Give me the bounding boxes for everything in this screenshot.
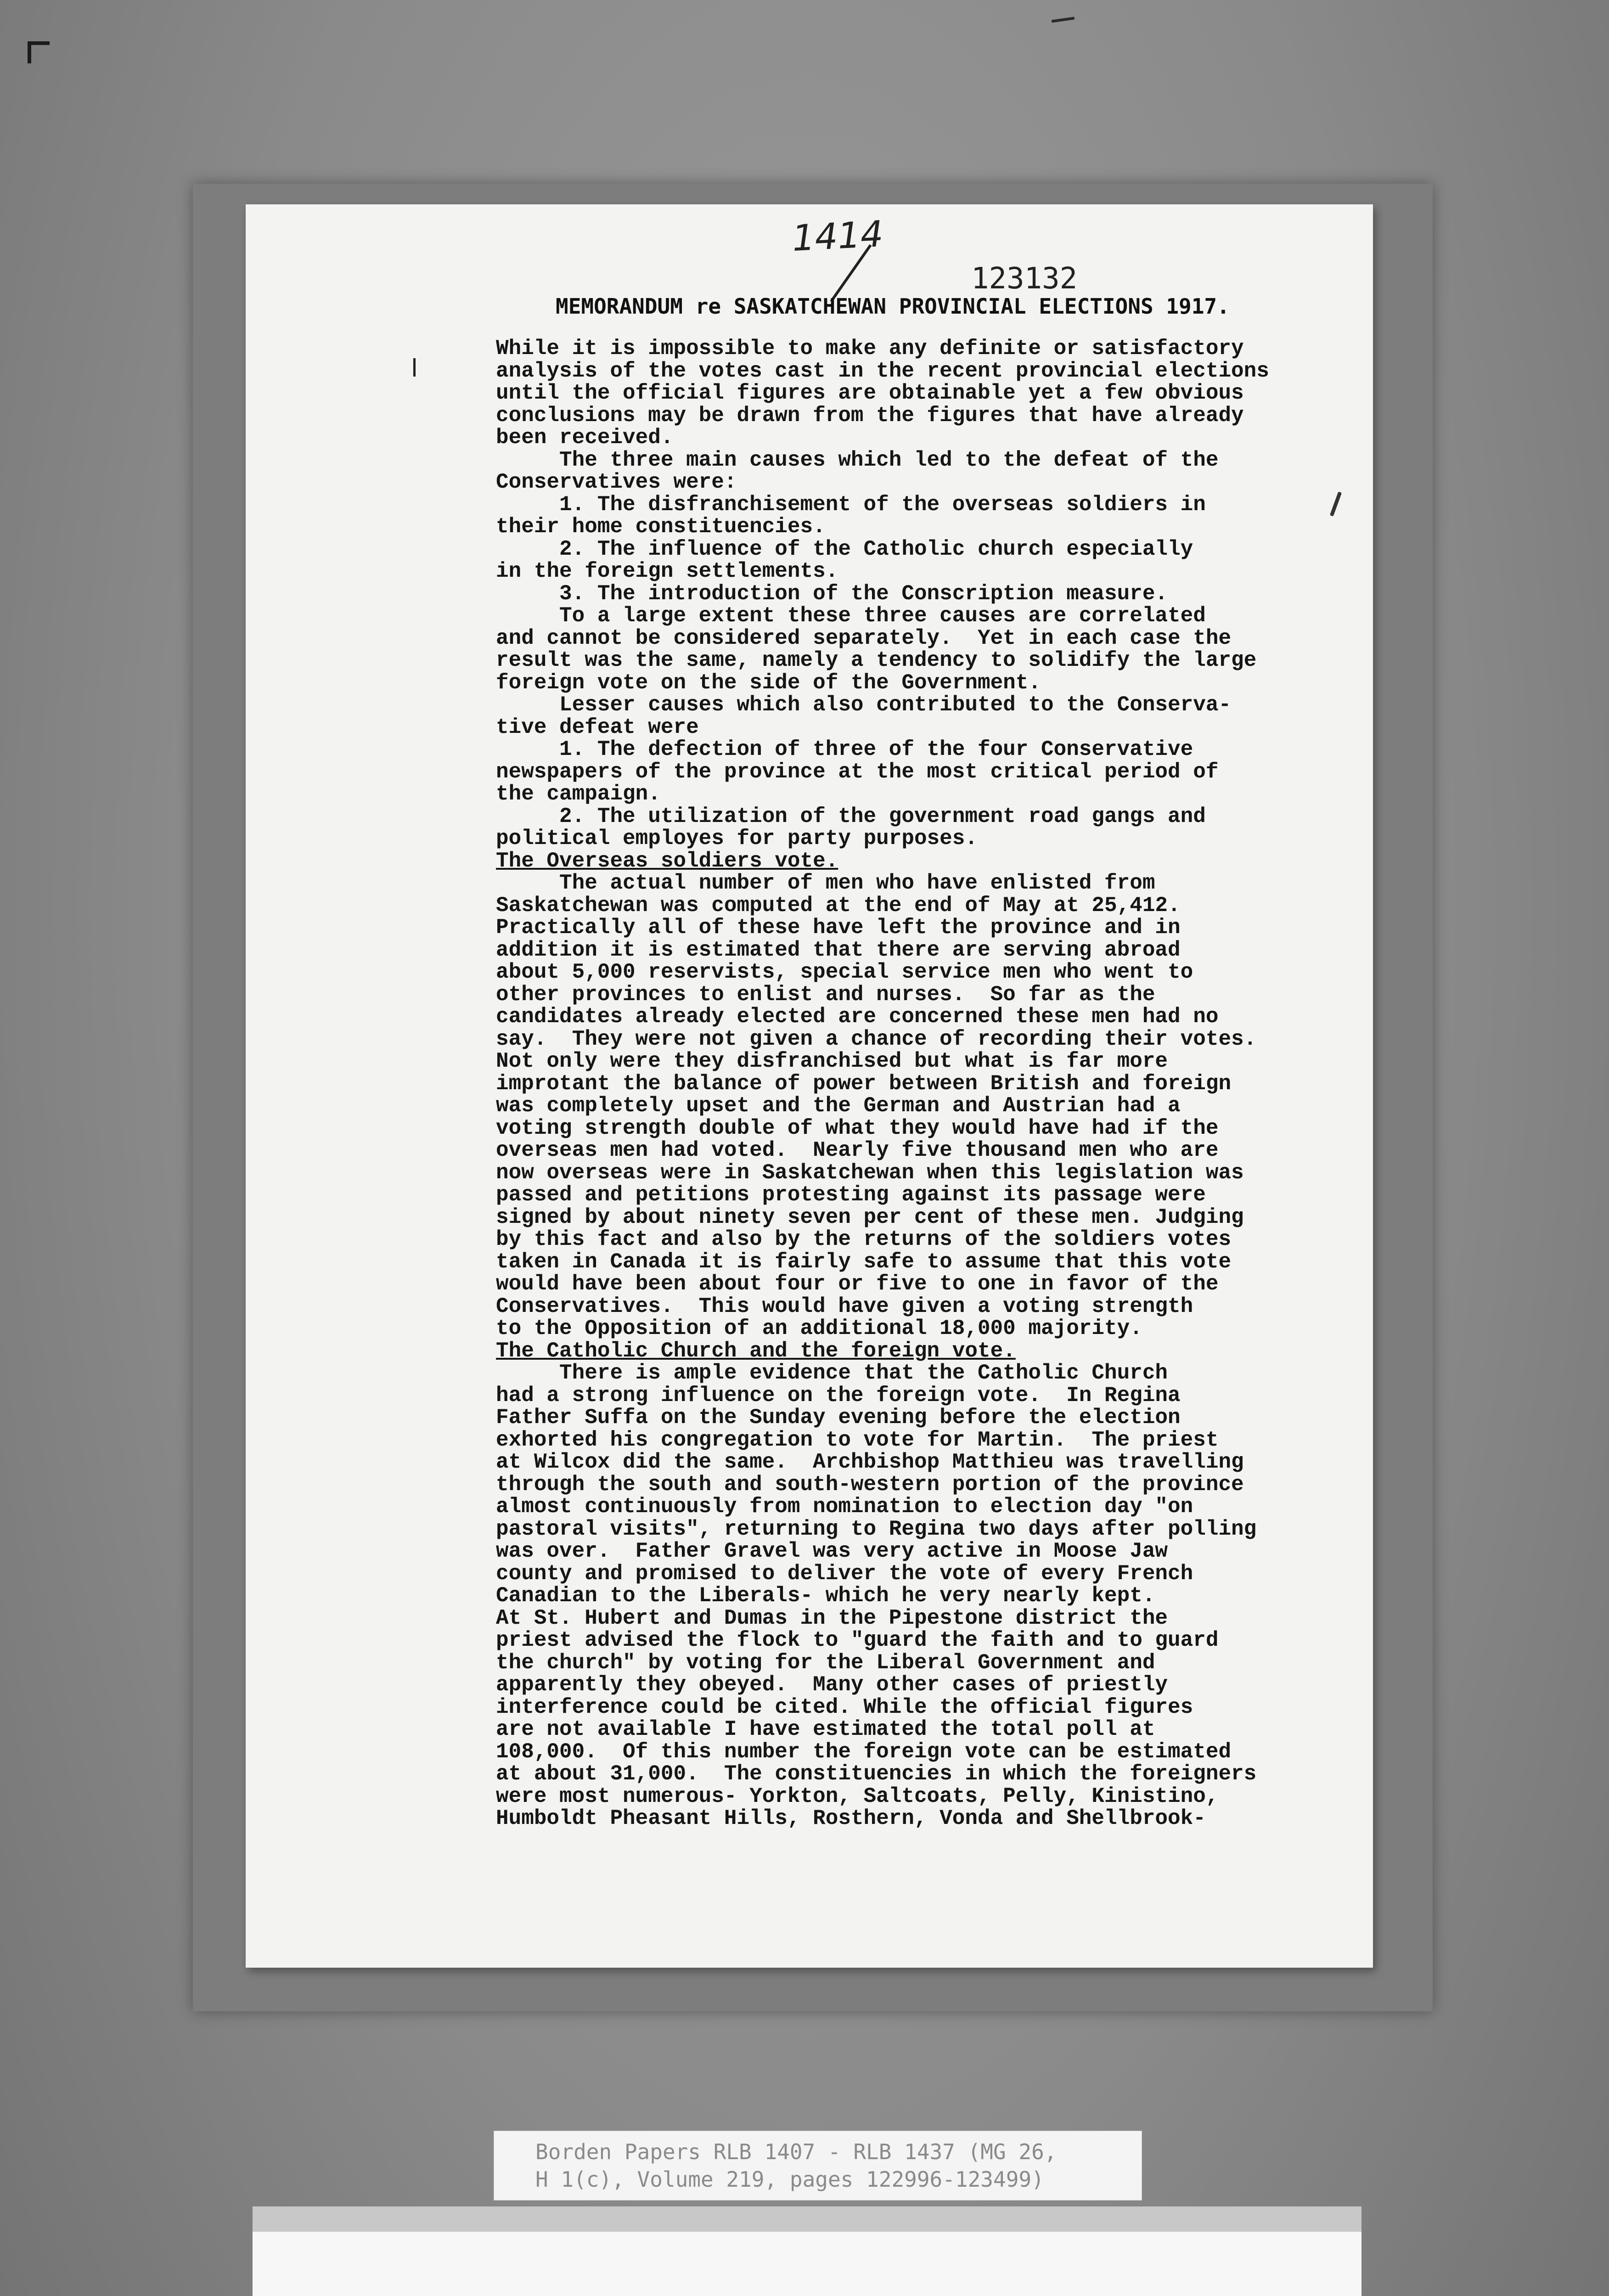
memorandum-line: At St. Hubert and Dumas in the Pipestone district the [496,1606,1168,1630]
memorandum-line: pastoral visits", returning to Regina two days after polling [496,1517,1257,1541]
memorandum-line: taken in Canada it is fairly safe to assume that this vote [496,1249,1232,1274]
section-heading: The Catholic Church and the foreign vote. [496,1339,1016,1363]
memorandum-line: been received. [496,426,674,450]
memorandum-line: Conservatives. This would have given a voting strength [496,1294,1193,1318]
memorandum-line: and cannot be considered separately. Yet in each case the [496,626,1232,650]
section-heading: The Overseas soldiers vote. [496,849,838,873]
memorandum-line: to the Opposition of an additional 18,000 majority. [496,1317,1142,1340]
memorandum-line: Humboldt Pheasant Hills, Rosthern, Vonda and Shellbrook- [496,1806,1206,1830]
memorandum-line: county and promised to deliver the vote of every French [496,1561,1193,1586]
memorandum-line: Father Suffa on the Sunday evening before the election [496,1406,1181,1429]
stamped-page-number: 123132 [971,262,1078,296]
memorandum-line: passed and petitions protesting against its passage were [496,1183,1206,1207]
memorandum-line: other provinces to enlist and nurses. So far as the [496,982,1155,1007]
memorandum-line: political employes for party purposes. [496,827,978,850]
memorandum-line: at about 31,000. The constituencies in which the foreigners [496,1762,1257,1786]
memorandum-line: Canadian to the Liberals- which he very nearly kept. [496,1584,1155,1608]
memorandum-line: To a large extent these three causes are correlated [496,604,1206,628]
memorandum-line: are not available I have estimated the total poll at [496,1717,1155,1741]
memorandum-line: newspapers of the province at the most critical period of [496,760,1219,784]
memorandum-line: the campaign. [496,782,661,806]
corner-crop-mark [28,41,50,63]
memorandum-line: apparently they obeyed. Many other cases of priestly [496,1673,1168,1697]
memorandum-line: was completely upset and the German and Austrian had a [496,1094,1181,1118]
memorandum-line: While it is impossible to make any definite or satisfactory [496,337,1244,360]
memorandum-line: through the south and south-western portion of the province [496,1472,1244,1497]
memorandum-line: improtant the balance of power between British and foreign [496,1071,1232,1096]
memorandum-line: 1. The defection of three of the four Conservative [496,737,1193,761]
public-archives-card [253,2232,1361,2296]
memorandum-line: There is ample evidence that the Catholic Church [496,1361,1168,1385]
memorandum-line: signed by about ninety seven per cent of these men. Judging [496,1205,1244,1229]
memorandum-line: Practically all of these have left the province and in [496,916,1181,940]
catalog-label [494,2131,1142,2200]
memorandum-line: priest advised the flock to "guard the faith and to guard [496,1628,1219,1652]
memorandum-line: 2. The utilization of the government road gangs and [496,804,1206,828]
memorandum-line: foreign vote on the side of the Government. [496,670,1041,695]
memorandum-line: The three main causes which led to the defeat of the [496,448,1219,472]
memorandum-line: Saskatchewan was computed at the end of May at 25,412. [496,893,1181,917]
memorandum-line: conclusions may be drawn from the figures that have already [496,403,1244,428]
memorandum-line: analysis of the votes cast in the recent provincial elections [496,359,1269,383]
card-top-edge [253,2206,1361,2232]
memorandum-line: were most numerous- Yorkton, Saltcoats, Pelly, Kinistino, [496,1784,1219,1808]
memorandum-line: 2. The influence of the Catholic church especially [496,537,1193,561]
memorandum-line: exhorted his congregation to vote for Martin. The priest [496,1428,1219,1452]
catalog-label-line-2: H 1(c), Volume 219, pages 122996-123499) [535,2167,1044,2192]
margin-mark [413,358,416,377]
memorandum-line: tive defeat were [496,715,699,739]
memorandum-line: was over. Father Gravel was very active in Moose Jaw [496,1539,1168,1563]
memorandum-line: the church" by voting for the Liberal Government and [496,1650,1155,1675]
memorandum-line: voting strength double of what they would have had if the [496,1116,1219,1140]
memorandum-line: by this fact and also by the returns of the soldiers votes [496,1227,1232,1251]
memorandum-line: result was the same, namely a tendency to solidify the large [496,648,1257,672]
memorandum-line: say. They were not given a chance of recording their votes. [496,1027,1257,1051]
memorandum-line: 108,000. Of this number the foreign vote can be estimated [496,1739,1232,1764]
handwritten-folio-number: 1414 [791,213,884,260]
memorandum-line: 3. The introduction of the Conscription measure. [496,581,1168,606]
memorandum-line: interference could be cited. While the official figures [496,1695,1193,1719]
memorandum-body [496,338,1368,1830]
memorandum-line: The actual number of men who have enlisted from [496,871,1155,895]
memorandum-line: now overseas were in Saskatchewan when this legislation was [496,1160,1244,1185]
memorandum-line: Not only were they disfranchised but what is far more [496,1049,1168,1073]
catalog-label-line-1: Borden Papers RLB 1407 - RLB 1437 (MG 26, [535,2139,1057,2164]
memorandum-line: overseas men had voted. Nearly five thousand men who are [496,1138,1219,1162]
memorandum-line: Lesser causes which also contributed to the Conserva- [496,693,1232,717]
memorandum-line: had a strong influence on the foreign vote. In Regina [496,1383,1181,1407]
memorandum-line: would have been about four or five to one in favor of the [496,1272,1219,1296]
memorandum-line: about 5,000 reservists, special service men who went to [496,960,1193,984]
memorandum-line: Conservatives were: [496,470,737,494]
memorandum-line: candidates already elected are concerned these men had no [496,1005,1219,1029]
memorandum-line: their home constituencies. [496,515,826,539]
memorandum-line: addition it is estimated that there are serving abroad [496,938,1181,962]
memorandum-line: 1. The disfranchisement of the overseas soldiers in [496,492,1206,517]
memorandum-title: MEMORANDUM re SASKATCHEWAN PROVINCIAL ELECTIONS 1917. [556,294,1230,319]
memorandum-line: until the official figures are obtainable yet a few obvious [496,381,1244,405]
memorandum-line: almost continuously from nomination to election day "on [496,1495,1193,1519]
memorandum-line: in the foreign settlements. [496,559,838,583]
memorandum-line: at Wilcox did the same. Archbishop Matthieu was travelling [496,1450,1244,1474]
